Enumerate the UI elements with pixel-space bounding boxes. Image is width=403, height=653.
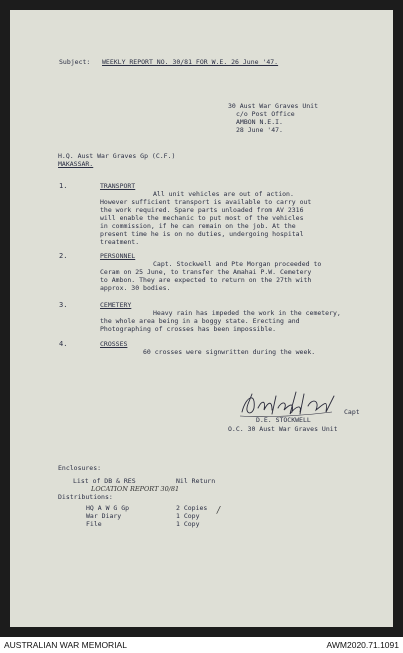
sender-unit: 30 Aust War Graves Unit (228, 102, 319, 110)
section-line: will enable the mechanic to put most of the vehicles (100, 214, 304, 222)
enclosure-value: Nil Return (176, 477, 216, 485)
recipient-name: H.Q. Aust War Graves Gp (C.F.) (58, 152, 176, 160)
footer-institution: AUSTRALIAN WAR MEMORIAL (4, 640, 127, 650)
signatory-title: O.C. 30 Aust War Graves Unit (228, 425, 338, 433)
handwritten-note: LOCATION REPORT 30/81 (91, 485, 180, 493)
enclosures-label: Enclosures: (58, 464, 102, 472)
footer-bar (0, 637, 403, 653)
sender-postoffice: c/o Post Office (236, 110, 295, 118)
handwritten-tick: / (217, 506, 221, 516)
section-line: approx. 30 bodies. (100, 284, 171, 292)
section-heading: CROSSES (100, 340, 128, 348)
section-first-line: Capt. Stockwell and Pte Morgan proceeded to (153, 260, 322, 268)
recipient-city: MAKASSAR. (58, 160, 94, 168)
section-line: Ceram on 25 June, to transfer the Amahai P.W. Cemetery (100, 268, 312, 276)
distribution-quantity: 1 Copy (176, 520, 200, 528)
signature-rank: Capt (344, 408, 360, 416)
section-number: 2. (59, 252, 68, 260)
distribution-recipient: File (86, 520, 102, 528)
sender-location: AMBON N.E.I. (236, 118, 283, 126)
section-number: 4. (59, 340, 68, 348)
section-heading: TRANSPORT (100, 182, 136, 190)
section-first-line: All unit vehicles are out of action. (153, 190, 294, 198)
section-line: to Ambon. They are expected to return on the 27th with (100, 276, 312, 284)
enclosure-item: List of DB & RES (73, 477, 136, 485)
distribution-quantity: 1 Copy (176, 512, 200, 520)
section-heading: CEMETERY (100, 301, 132, 309)
distributions-label: Distributions: (58, 493, 113, 501)
section-line: present time he is on no duties, undergoing hospital (100, 230, 304, 238)
section-number: 3. (59, 301, 68, 309)
section-line: Photographing of crosses has been impossible. (100, 325, 277, 333)
sender-date: 28 June '47. (236, 126, 283, 134)
signatory-name: D.E. STOCKWELL (256, 416, 311, 424)
distribution-recipient: HQ A W G Gp (86, 504, 130, 512)
section-number: 1. (59, 182, 68, 190)
section-line: the work required. Spare parts unloaded from AV 2316 (100, 206, 304, 214)
subject-text: WEEKLY REPORT NO. 30/81 FOR W.E. 26 June '47. (102, 58, 279, 66)
section-heading: PERSONNEL (100, 252, 136, 260)
document-page (10, 10, 393, 627)
section-line: However sufficient transport is available to carry out (100, 198, 312, 206)
footer-accession-number: AWM2020.71.1091 (326, 640, 399, 650)
section-line: treatment. (100, 238, 140, 246)
distribution-quantity: 2 Copies (176, 504, 208, 512)
section-first-line: Heavy rain has impeded the work in the cemetery, (153, 309, 341, 317)
distribution-recipient: War Diary (86, 512, 122, 520)
section-line: the whole area being in a boggy state. Erecting and (100, 317, 300, 325)
subject-label: Subject: (59, 58, 91, 66)
section-line: in commission, if he can remain on the job. At the (100, 222, 296, 230)
section-first-line: 60 crosses were signwritten during the week. (143, 348, 316, 356)
